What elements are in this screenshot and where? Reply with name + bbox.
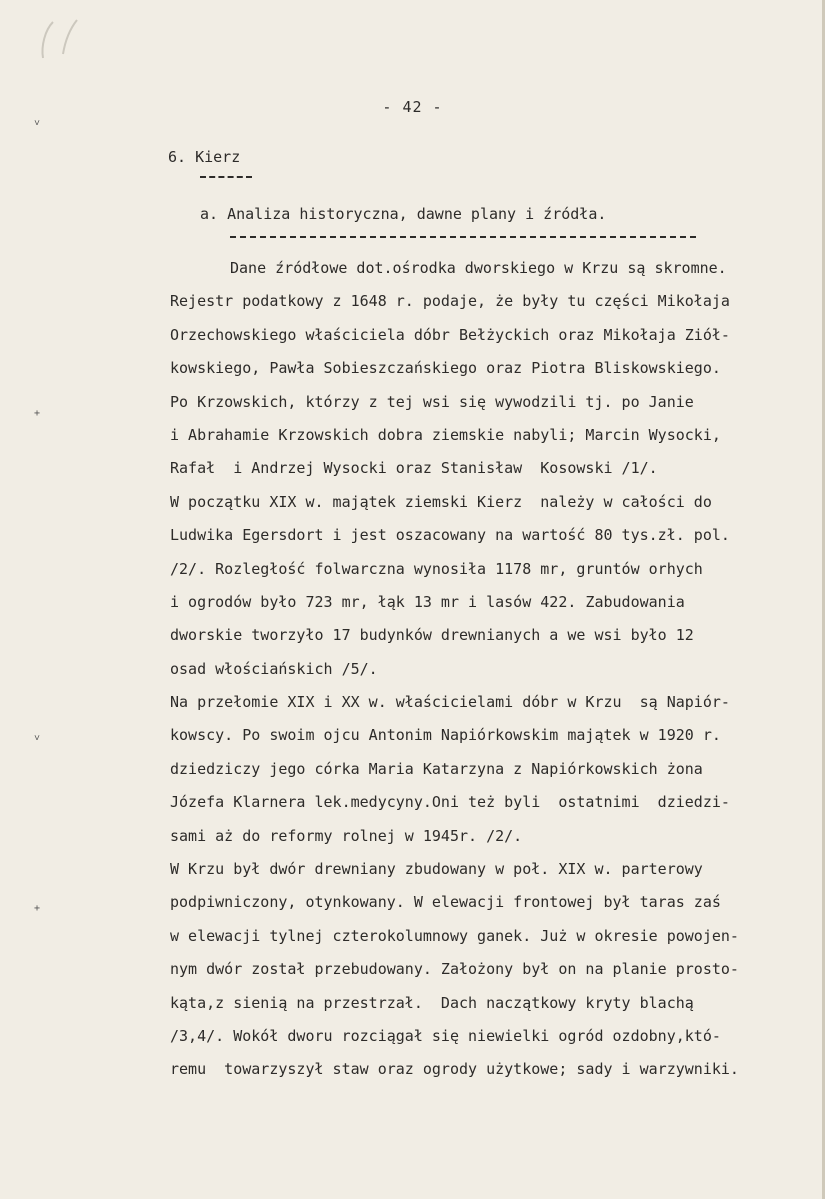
text-line: Dane źródłowe dot.ośrodka dworskiego w Krzu są skromne. <box>230 259 727 277</box>
text-line: Rafał i Andrzej Wysocki oraz Stanisław Kosowski /1/. <box>170 459 658 478</box>
body-text <box>170 252 820 1087</box>
subsection-heading: a. Analiza historyczna, dawne plany i źródła. <box>200 205 607 223</box>
text-line: sami aż do reformy rolnej w 1945r. /2/. <box>170 826 523 845</box>
text-line: kąta,z sienią na przestrzał. Dach naczątkowy kryty blachą <box>170 993 694 1012</box>
text-line: osad włościańskich /5/. <box>170 659 378 678</box>
text-line: nym dwór został przebudowany. Założony był on na planie prosto- <box>170 960 739 979</box>
pencil-annotation <box>35 8 95 68</box>
section-heading: 6. Kierz <box>168 148 241 166</box>
text-line: kowscy. Po swoim ojcu Antonim Napiórkowskim majątek w 1920 r. <box>170 726 721 745</box>
subsection-heading-underline <box>230 236 696 238</box>
text-line: Na przełomie XIX i XX w. właścicielami dóbr w Krzu są Napiór- <box>170 693 730 712</box>
margin-mark: + <box>34 408 41 419</box>
text-line: i Abrahamie Krzowskich dobra ziemskie nabyli; Marcin Wysocki, <box>170 425 721 444</box>
text-line: dworskie tworzyło 17 budynków drewnianych a we wsi było 12 <box>170 626 694 645</box>
text-line: i ogrodów było 723 mr, łąk 13 mr i lasów 422. Zabudowania <box>170 592 685 611</box>
text-line: podpiwniczony, otynkowany. W elewacji frontowej był taras zaś <box>170 893 721 912</box>
margin-mark: ˅ <box>34 733 41 744</box>
page-number: - 42 - <box>382 98 443 116</box>
text-line: W początku XIX w. majątek ziemski Kierz należy w całości do <box>170 492 712 511</box>
text-line: W Krzu był dwór drewniany zbudowany w poł. XIX w. parterowy <box>170 860 703 879</box>
text-line: w elewacji tylnej czterokolumnowy ganek. Już w okresie powojen- <box>170 926 739 945</box>
text-line: Orzechowskiego właściciela dóbr Bełżyckich oraz Mikołaja Ziół- <box>170 325 730 344</box>
text-line: dziedziczy jego córka Maria Katarzyna z Napiórkowskich żona <box>170 759 703 778</box>
margin-mark: ˅ <box>34 118 41 129</box>
section-heading-underline <box>200 176 252 178</box>
text-line: kowskiego, Pawła Sobieszczańskiego oraz Piotra Bliskowskiego. <box>170 359 721 378</box>
margin-mark: + <box>34 903 41 914</box>
text-line: Po Krzowskich, którzy z tej wsi się wywodzili tj. po Janie <box>170 392 694 411</box>
text-line: Ludwika Egersdort i jest oszacowany na wartość 80 tys.zł. pol. <box>170 526 730 545</box>
text-line: remu towarzyszył staw oraz ogrody użytkowe; sady i warzywniki. <box>170 1060 739 1079</box>
text-line: Józefa Klarnera lek.medycyny.Oni też byli ostatnimi dziedzi- <box>170 793 730 812</box>
text-line: Rejestr podatkowy z 1648 r. podaje, że były tu części Mikołaja <box>170 292 730 311</box>
text-line: /2/. Rozległość folwarczna wynosiła 1178 mr, gruntów orhych <box>170 559 703 578</box>
text-line: /3,4/. Wokół dworu rozciągał się niewielki ogród ozdobny,któ- <box>170 1026 721 1045</box>
